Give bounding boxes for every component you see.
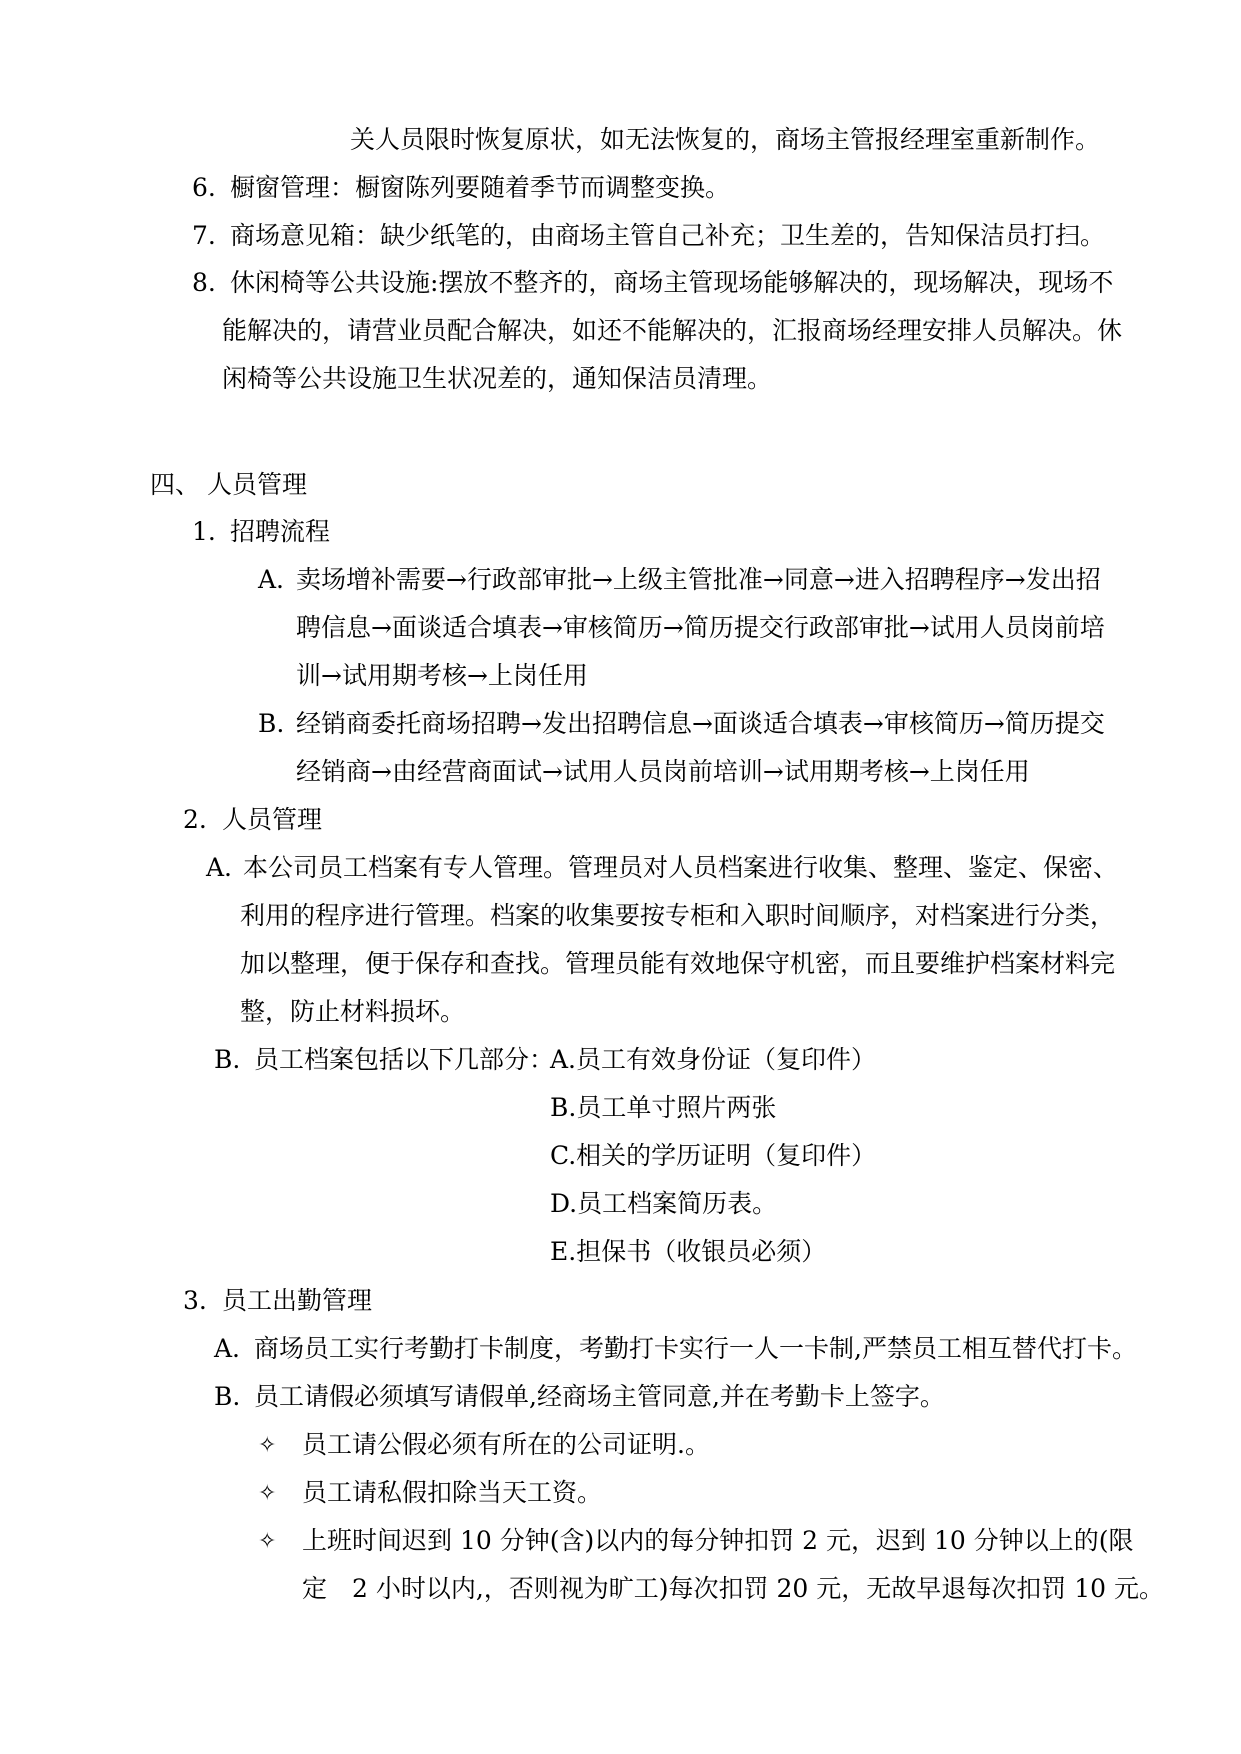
- recruitment-a-letter: A.: [258, 565, 285, 594]
- attendance-management-heading: 员工出勤管理: [222, 1286, 373, 1315]
- file-item-d: D.员工档案简历表。: [550, 1189, 778, 1218]
- attendance-b-text: 员工请假必须填写请假单,经商场主管同意,并在考勤卡上签字。: [254, 1382, 945, 1411]
- item-8-public-facilities-line1: 休闲椅等公共设施:摆放不整齐的，商场主管现场能够解决的，现场解决，现场不: [230, 268, 1114, 297]
- recruitment-b-line2: 经销商→由经营商面试→试用人员岗前培训→试用期考核→上岗任用: [296, 757, 1030, 786]
- personnel-b-intro: 员工档案包括以下几部分：: [254, 1045, 555, 1074]
- lateness-rule-line2: 定 2 小时以内,，否则视为旷工)每次扣罚 20 元，无故早退每次扣罚 10 元。: [302, 1574, 1164, 1603]
- personnel-a-letter: A.: [206, 853, 233, 882]
- recruitment-a-line2: 聘信息→面谈适合填表→审核简历→简历提交行政部审批→试用人员岗前培: [296, 613, 1105, 642]
- sub-number-2: 2.: [183, 805, 207, 834]
- item-number-8: 8.: [192, 268, 216, 297]
- bullet-diamond-icon: ✧: [258, 1433, 277, 1458]
- recruitment-b-line1: 经销商委托商场招聘→发出招聘信息→面谈适合填表→审核简历→简历提交: [296, 709, 1105, 738]
- recruitment-a-line1: 卖场增补需要→行政部审批→上级主管批准→同意→进入招聘程序→发出招: [296, 565, 1101, 594]
- attendance-b-letter: B.: [214, 1382, 241, 1411]
- item-8-public-facilities-line3: 闲椅等公共设施卫生状况差的，通知保洁员清理。: [222, 364, 773, 393]
- continued-line: 关人员限时恢复原状，如无法恢复的，商场主管报经理室重新制作。: [350, 125, 1101, 154]
- sub-number-3: 3.: [183, 1286, 207, 1315]
- leave-rule-1: 员工请公假必须有所在的公司证明.。: [302, 1430, 710, 1459]
- personnel-a-line2: 利用的程序进行管理。档案的收集要按专柜和入职时间顺序，对档案进行分类，: [240, 901, 1116, 930]
- lateness-rule-line1: 上班时间迟到 10 分钟(含)以内的每分钟扣罚 2 元，迟到 10 分钟以上的(限: [302, 1526, 1134, 1555]
- file-item-c: C.相关的学历证明（复印件）: [550, 1141, 877, 1170]
- recruitment-process-heading: 招聘流程: [230, 517, 331, 546]
- item-7-suggestion-box: 商场意见箱：缺少纸笔的，由商场主管自己补充；卫生差的，告知保洁员打扫。: [230, 221, 1106, 250]
- personnel-a-line3: 加以整理，便于保存和查找。管理员能有效地保守机密，而且要维护档案材料完: [240, 949, 1116, 978]
- attendance-a-text: 商场员工实行考勤打卡制度，考勤打卡实行一人一卡制,严禁员工相互替代打卡。: [254, 1334, 1137, 1363]
- bullet-diamond-icon: ✧: [258, 1529, 277, 1554]
- attendance-a-letter: A.: [214, 1334, 241, 1363]
- item-8-public-facilities-line2: 能解决的，请营业员配合解决，如还不能解决的，汇报商场经理安排人员解决。休: [222, 316, 1123, 345]
- bullet-diamond-icon: ✧: [258, 1481, 277, 1506]
- leave-rule-2: 员工请私假扣除当天工资。: [302, 1478, 603, 1507]
- file-item-e: E.担保书（收银员必须）: [550, 1237, 827, 1266]
- personnel-a-line4: 整，防止材料损坏。: [240, 997, 466, 1026]
- personnel-management-heading: 人员管理: [222, 805, 323, 834]
- item-number-7: 7.: [192, 221, 216, 250]
- personnel-b-letter: B.: [214, 1045, 241, 1074]
- file-item-a: A.员工有效身份证（复印件）: [550, 1045, 877, 1074]
- section-4-number: 四、: [150, 470, 201, 499]
- section-4-heading: 人员管理: [207, 470, 308, 499]
- personnel-a-line1: 本公司员工档案有专人管理。管理员对人员档案进行收集、整理、鉴定、保密、: [243, 853, 1119, 882]
- recruitment-b-letter: B.: [258, 709, 285, 738]
- item-6-window-management: 橱窗管理：橱窗陈列要随着季节而调整变换。: [230, 173, 731, 202]
- sub-number-1: 1.: [192, 517, 216, 546]
- file-item-b: B.员工单寸照片两张: [550, 1093, 777, 1122]
- item-number-6: 6.: [192, 173, 216, 202]
- recruitment-a-line3: 训→试用期考核→上岗任用: [296, 661, 588, 690]
